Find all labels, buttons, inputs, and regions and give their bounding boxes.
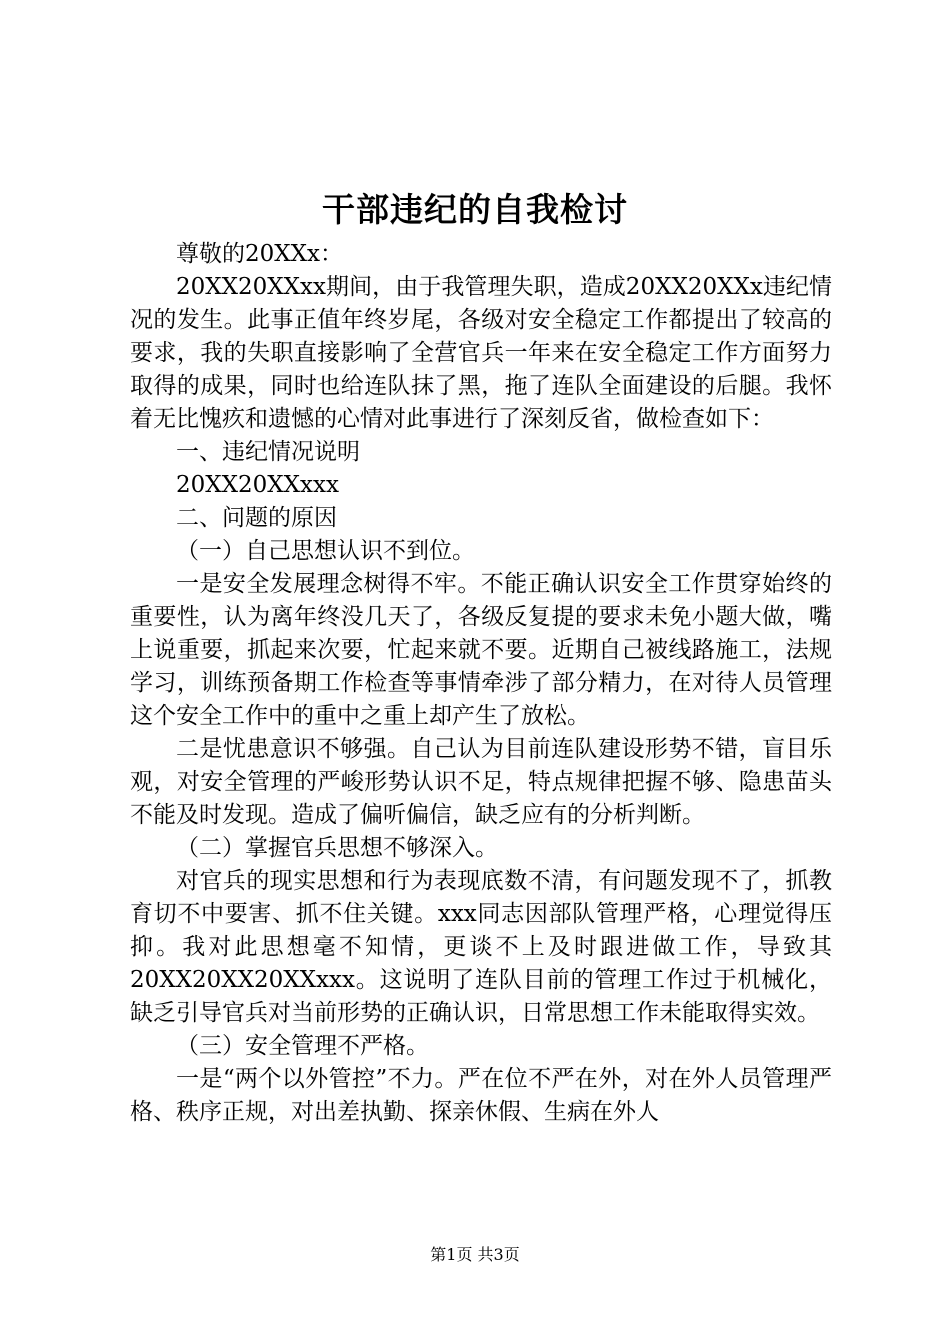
document-body [130, 238, 832, 1129]
salutation: 尊敬的20XXx： [176, 241, 343, 267]
body-paragraph: 二是忧患意识不够强。自己认为目前连队建设形势不错，盲目乐观，对安全管理的严峻形势认识不足，特点规律把握不够、隐患苗头不能及时发现。造成了偏听偏信，缺乏应有的分析判断。 [130, 736, 832, 828]
section-heading: 一、违纪情况说明 [176, 439, 360, 465]
body-paragraph: 一是“两个以外管控”不力。严在位不严在外，对在外人员管理严格、秩序正规，对出差执勤、探亲休假、生病在外人 [130, 1066, 832, 1125]
body-paragraph: 一是安全发展理念树得不牢。不能正确认识安全工作贯穿始终的重要性，认为离年终没几天了，各级反复提的要求未免小题大做，嘴上说重要，抓起来次要，忙起来就不要。近期自己被线路施工，法规学习，训练预备期工作检查等事情牵涉了部分精力，在对待人员管理这个安全工作中的重中之重上却产生了放松。 [130, 571, 832, 729]
page-footer: 第1页 共3页 [430, 1245, 520, 1264]
subsection-heading: （一）自己思想认识不到位。 [176, 538, 475, 564]
body-paragraph: 20XX20XXxxx [176, 472, 339, 498]
document-title: 干部违纪的自我检讨 [322, 190, 628, 229]
body-paragraph: 对官兵的现实思想和行为表现底数不清，有问题发现不了，抓教育切不中要害、抓不住关键。xxx同志因部队管理严格，心理觉得压抑。我对此思想毫不知情，更谈不上及时跟进做工作，导致其20XX20XX20XXxxx。这说明了连队目前的管理工作过于机械化，缺乏引导官兵对当前形势的正确认识，日常思想工作未能取得实效。 [130, 868, 832, 1026]
subsection-heading: （二）掌握官兵思想不够深入。 [176, 835, 498, 861]
body-paragraph: 20XX20XXxx期间，由于我管理失职，造成20XX20XXx违纪情况的发生。此事正值年终岁尾，各级对安全稳定工作都提出了较高的要求，我的失职直接影响了全营官兵一年来在安全稳定工作方面努力取得的成果，同时也给连队抹了黑，拖了连队全面建设的后腿。我怀着无比愧疚和遗憾的心情对此事进行了深刻反省，做检查如下： [130, 274, 832, 432]
section-heading: 二、问题的原因 [176, 505, 337, 531]
subsection-heading: （三）安全管理不严格。 [176, 1033, 429, 1059]
